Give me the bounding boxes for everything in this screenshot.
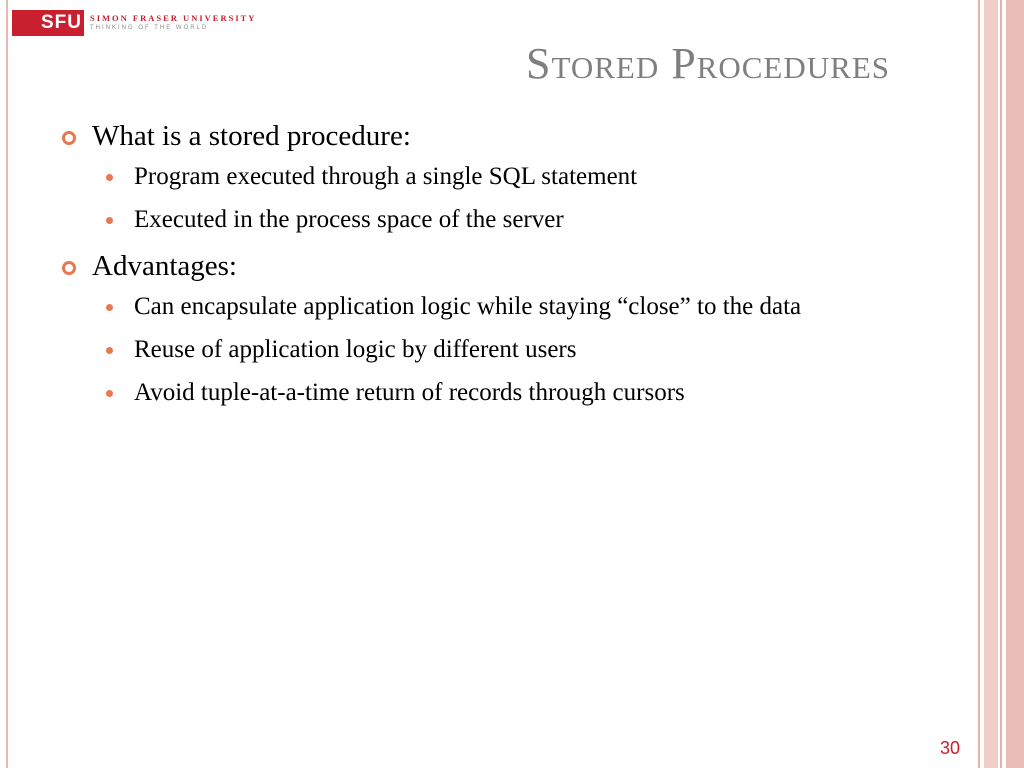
- sub-bullet: [92, 289, 912, 325]
- bullet-text: What is a stored procedure:: [92, 120, 411, 152]
- sub-bullet-text: Avoid tuple-at-a-time return of records through cursors: [134, 379, 685, 406]
- bullet-text: Advantages:: [92, 250, 237, 282]
- dot-bullet-icon: [106, 390, 113, 397]
- sub-bullet: [92, 202, 912, 238]
- sub-bullet-text: Reuse of application logic by different users: [134, 336, 577, 363]
- sub-bullet-text: Executed in the process space of the server: [134, 206, 564, 233]
- logo-name: SIMON FRASER UNIVERSITY: [90, 13, 257, 23]
- right-decor-stripes: [978, 0, 1024, 768]
- dot-bullet-icon: [106, 217, 113, 224]
- ring-bullet-icon: [62, 131, 76, 145]
- logo-tagline: THINKING OF THE WORLD: [90, 25, 209, 31]
- bullet-advantages: [62, 246, 912, 411]
- sub-bullet-list: [92, 289, 912, 411]
- sfu-logo: [12, 10, 256, 36]
- dot-bullet-icon: [106, 174, 113, 181]
- slide-content: [62, 116, 912, 418]
- dot-bullet-icon: [106, 304, 113, 311]
- left-decor-line: [6, 0, 8, 768]
- ring-bullet-icon: [62, 261, 76, 275]
- sub-bullet-list: [92, 159, 912, 238]
- bullet-what-is: [62, 116, 912, 238]
- sub-bullet: [92, 332, 912, 368]
- sub-bullet-text: Program executed through a single SQL statement: [134, 163, 638, 190]
- slide-title: Stored Procedures: [525, 39, 890, 88]
- page-number: 30: [940, 738, 961, 758]
- sub-bullet-text: Can encapsulate application logic while staying “close” to the data: [134, 293, 802, 320]
- sub-bullet: [92, 375, 912, 411]
- logo-abbr: SFU: [12, 10, 84, 36]
- dot-bullet-icon: [106, 347, 113, 354]
- sub-bullet: [92, 159, 912, 195]
- logo-text-block: [84, 10, 256, 36]
